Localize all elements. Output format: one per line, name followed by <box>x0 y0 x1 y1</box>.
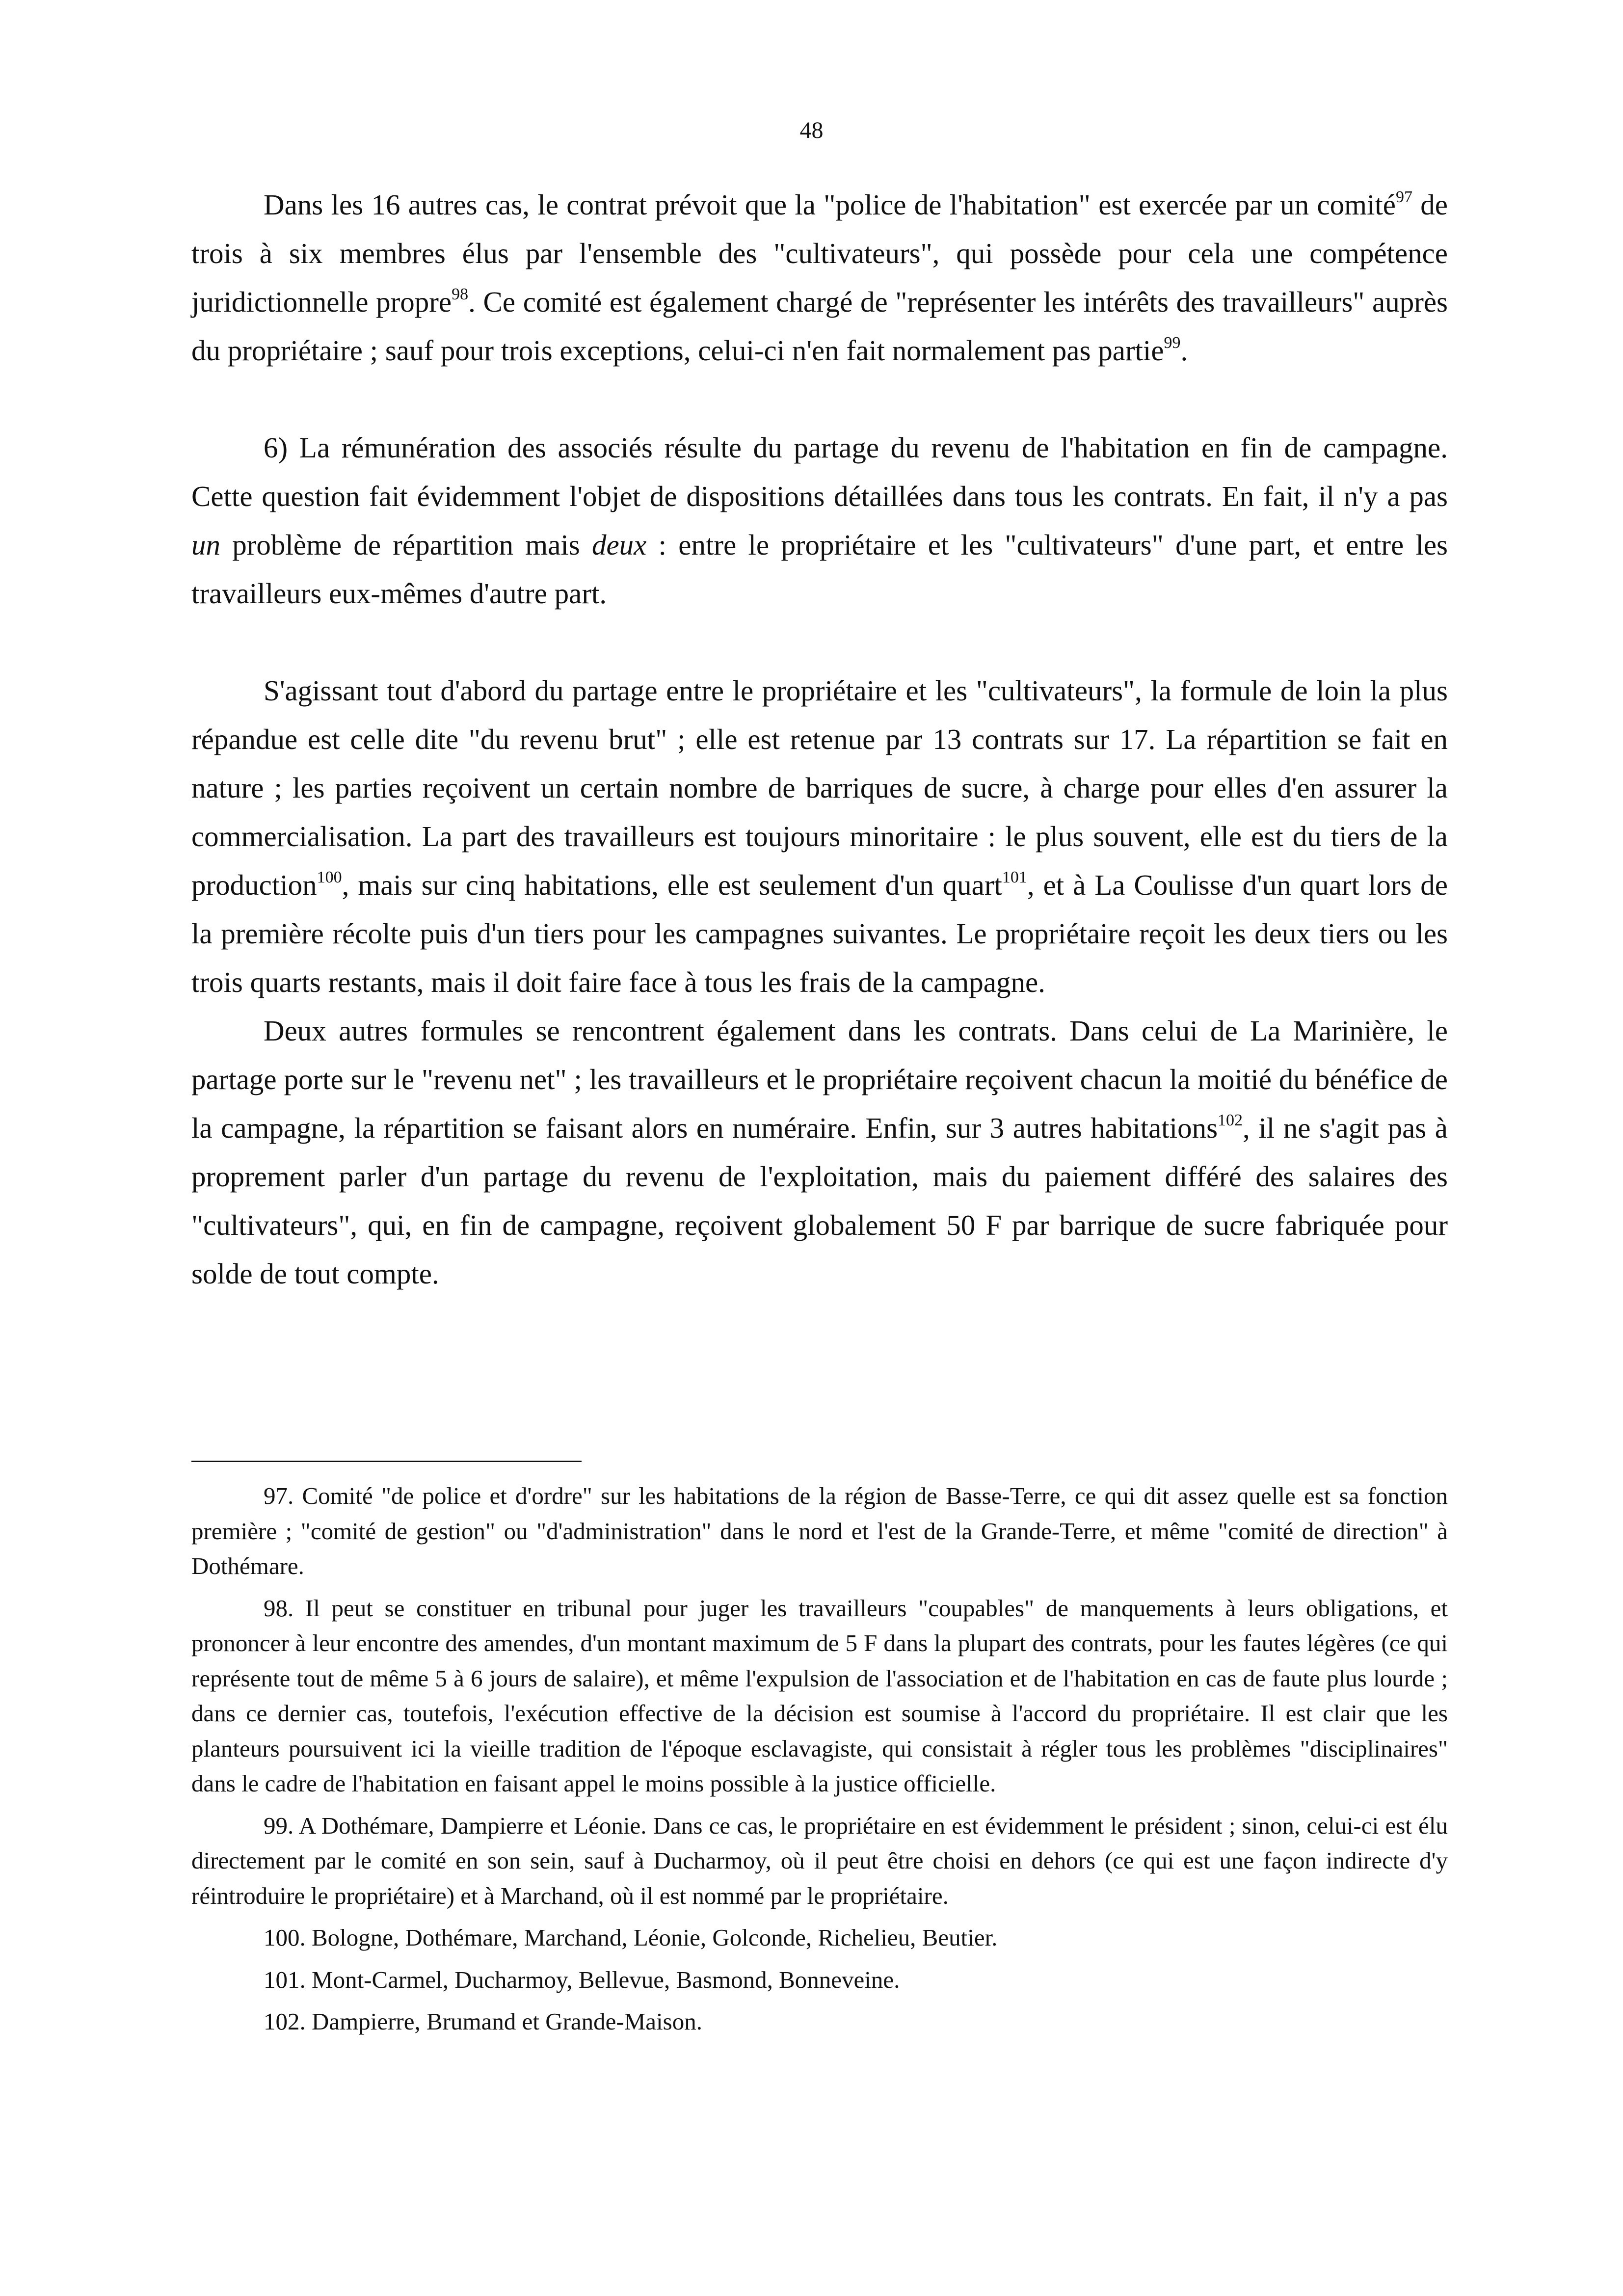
footnote-reference: 97 <box>1395 188 1412 207</box>
body-paragraph <box>191 667 1448 1007</box>
body-text <box>191 181 1448 1298</box>
footnote-reference: 98 <box>452 285 469 304</box>
footnotes <box>191 1478 1448 2046</box>
footnote-reference: 101 <box>1002 868 1027 887</box>
body-paragraph <box>191 181 1448 375</box>
paragraph-text: Dans les 16 autres cas, le contrat prévoit que la "police de l'habitation" est exercée par un comité <box>264 188 1396 221</box>
emphasis-text: deux <box>592 529 647 561</box>
paragraph-text: , et à La Coulisse d'un quart lors de la première récolte puis d'un tiers pour les campagnes suivantes. Le propriétaire reçoit les deux tiers ou les trois quarts restants, mais il doit faire face à tous les frais de la campagne. <box>191 869 1448 998</box>
paragraph-text: de trois à six membres élus par l'ensemble des "cultivateurs", qui possède pour cela une compétence juridictionnelle propre <box>191 188 1448 318</box>
footnote-reference: 99 <box>1164 334 1181 352</box>
body-paragraph <box>191 424 1448 618</box>
paragraph-text: . <box>1180 334 1188 367</box>
paragraph-text: , il ne s'agit pas à proprement parler d'un partage du revenu de l'exploitation, mais du paiement différé des salaires des "cultivateurs", qui, en fin de campagne, reçoivent globalement 50 F par barrique de sucre fabriquée pour solde de tout compte. <box>191 1112 1448 1290</box>
footnote: 97. Comité "de police et d'ordre" sur les habitations de la région de Basse-Terre, ce qui dit assez quelle est sa fonction première ; "comité de gestion" ou "d'administration" dans le nord et l'est de la Grande-Terre, et même "comité de direction" à Dothémare. <box>191 1482 1448 1579</box>
page-number: 48 <box>799 117 824 143</box>
footnote: 98. Il peut se constituer en tribunal pour juger les travailleurs "coupables" de manquements à leurs obligations, et prononcer à leur encontre des amendes, d'un montant maximum de 5 F dans la plupart des contrats, pour les fautes légères (ce qui représente tout de même 5 à 6 jours de salaire), et même l'expulsion de l'association et de l'habitation en cas de faute plus lourde ; dans ce dernier cas, toutefois, l'exécution effective de la décision est soumise à l'accord du propriétaire. Il est clair que les planteurs poursuivent ici la vieille tradition de l'époque esclavagiste, qui consistait à régler tous les problèmes "disciplinaires" dans le cadre de l'habitation en faisant appel le moins possible à la justice officielle. <box>191 1594 1448 1797</box>
paragraph-text: . Ce comité est également chargé de "représenter les intérêts des travailleurs" auprès du propriétaire ; sauf pour trois exceptions, celui-ci n'en fait normalement pas partie <box>191 286 1448 367</box>
paragraph-text: , mais sur cinq habitations, elle est seulement d'un quart <box>342 869 1002 901</box>
body-paragraph <box>191 1007 1448 1298</box>
paragraph-text: problème de répartition mais <box>220 529 592 561</box>
footnote-separator <box>191 1461 582 1462</box>
footnote: 99. A Dothémare, Dampierre et Léonie. Dans ce cas, le propriétaire en est évidemment le président ; sinon, celui-ci est élu directement par le comité en son sein, sauf à Ducharmoy, où il peut être choisi en dehors (ce qui est une façon indirecte d'y réintroduire le propriétaire) et à Marchand, où il est nommé par le propriétaire. <box>191 1812 1448 1909</box>
footnote: 100. Bologne, Dothémare, Marchand, Léonie, Golconde, Richelieu, Beutier. <box>264 1924 998 1951</box>
paragraph-text: : entre le propriétaire et les "cultivateurs" d'une part, et entre les travailleurs eux-mêmes d'autre part. <box>191 529 1448 610</box>
footnote-reference: 102 <box>1218 1111 1243 1130</box>
paragraph-text: S'agissant tout d'abord du partage entre le propriétaire et les "cultivateurs", la formule de loin la plus répandue est celle dite "du revenu brut" ; elle est retenue par 13 contrats sur 17. La répartition se fait en nature ; les parties reçoivent un certain nombre de barriques de sucre, à charge pour elles d'en assurer la commercialisation. La part des travailleurs est toujours minoritaire : le plus souvent, elle est du tiers de la production <box>191 674 1448 901</box>
footnote: 101. Mont-Carmel, Ducharmoy, Bellevue, Basmond, Bonneveine. <box>264 1966 900 1993</box>
footnote-reference: 100 <box>317 868 342 887</box>
paragraph-text: 6) La rémunération des associés résulte du partage du revenu de l'habitation en fin de campagne. Cette question fait évidemment l'objet de dispositions détaillées dans tous les contrats. En fait, il n'y a pas <box>191 431 1448 512</box>
emphasis-text: un <box>191 529 220 561</box>
footnote: 102. Dampierre, Brumand et Grande-Maison. <box>264 2008 702 2035</box>
paragraph-text: Deux autres formules se rencontrent également dans les contrats. Dans celui de La Marinière, le partage porte sur le "revenu net" ; les travailleurs et le propriétaire reçoivent chacun la moitié du bénéfice de la campagne, la répartition se faisant alors en numéraire. Enfin, sur 3 autres habitations <box>191 1015 1448 1144</box>
